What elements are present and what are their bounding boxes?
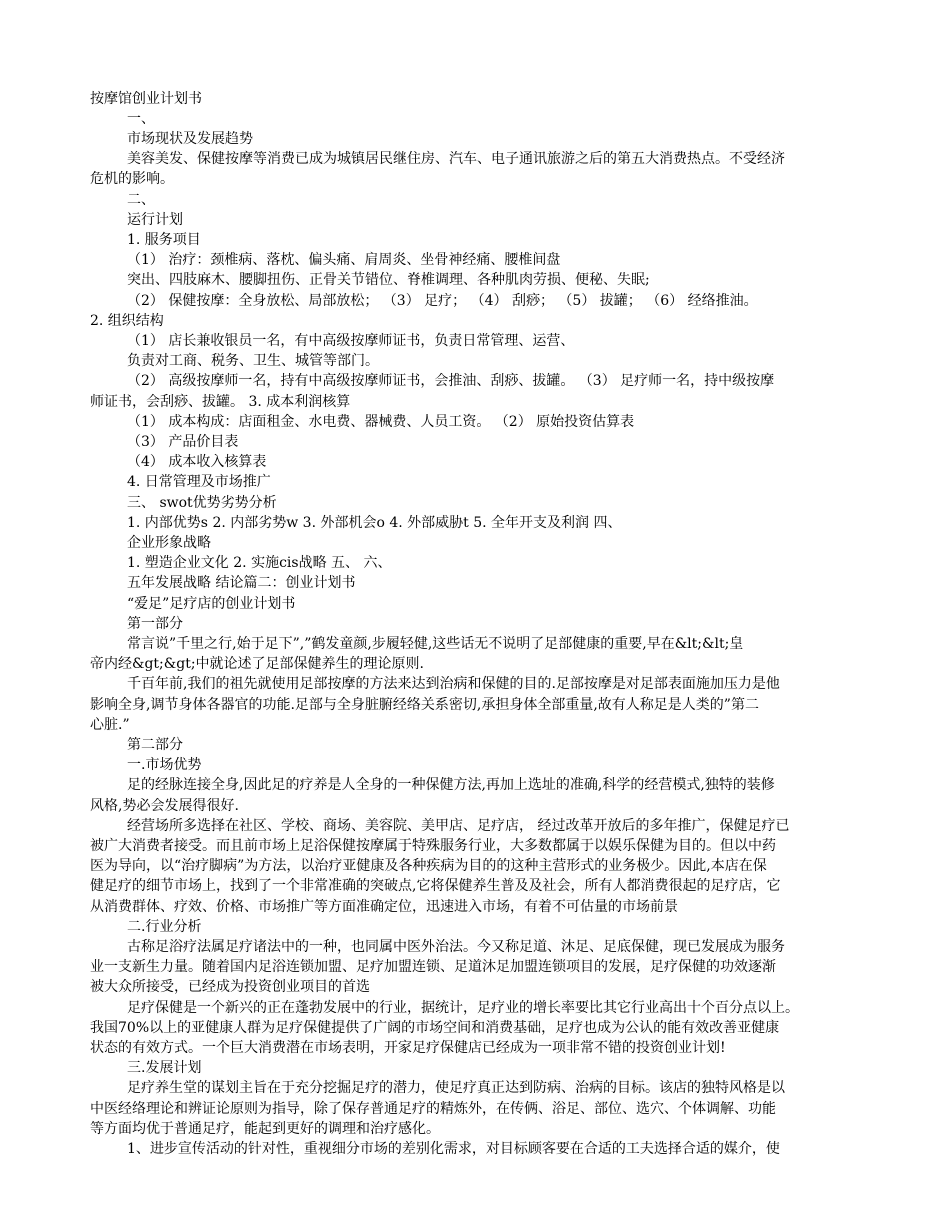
list-item: （1） 店长兼收银员一名，有中高级按摩师证书，负责日常管理、运营、 xyxy=(127,333,575,349)
section-heading: 三、 swot优势劣势分析 xyxy=(127,495,277,511)
part-heading: 第二部分 xyxy=(127,737,183,753)
text-line: 我国70%以上的亚健康人群为足疗保健提供了广阔的市场空间和消费基础，足疗也成为公认的能有效改善亚健康 xyxy=(90,1020,780,1036)
list-item: 1. 服务项目 xyxy=(127,232,201,248)
text-line: 医为导向，以“治疗脚病”为方法，以治疗亚健康及各种疾病为目的的这种主营形式的业务极少。因此,本店在保 xyxy=(90,858,767,874)
list-item: （4） 成本收入核算表 xyxy=(127,454,267,470)
text-line: 常言说”千里之行,始于足下”,”鹤发童颜,步履轻健,这些话无不说明了足部健康的重要,早在&lt;&lt;皇 xyxy=(127,636,744,652)
text-line: 美容美发、保健按摩等消费已成为城镇居民继住房、汽车、电子通讯旅游之后的第五大消费热点。不受经济 xyxy=(127,151,785,167)
text-line: 业一支新生力量。随着国内足浴连锁加盟、足疗加盟连锁、足道沐足加盟连锁项目的发展，足疗保健的功效逐渐 xyxy=(90,959,776,975)
text-line: 足疗保健是一个新兴的正在蓬勃发展中的行业，据统计，足疗业的增长率要比其它行业高出十个百分点以上。 xyxy=(127,1000,799,1016)
section-number: 一、 xyxy=(127,111,155,127)
text-line: 被广大消费者接受。而且前市场上足浴保健按摩属于特殊服务行业，大多数都属于以娱乐保健为目的。但以中药 xyxy=(90,838,776,854)
text-line: 经营场所多选择在社区、学校、商场、美容院、美甲店、足疗店， 经过改革开放后的多年推广，保健足疗已 xyxy=(127,818,790,834)
section-heading: 二.行业分析 xyxy=(127,919,202,935)
text-line: 状态的有效方式。一个巨大消费潜在市场表明，开家足疗保健店已经成为一项非常不错的投资创业计划! xyxy=(90,1040,726,1056)
text-line: 从消费群体、疗效、价格、市场推广等方面准确定位，迅速进入市场，有着不可估量的市场前景 xyxy=(90,899,678,915)
list-item: （1） 成本构成：店面租金、水电费、器械费、人员工资。 （2） 原始投资估算表 xyxy=(127,414,635,430)
text-line: 师证书，会刮痧、拔罐。 3. 成本利润核算 xyxy=(90,394,351,410)
text-line: 五年发展战略 结论篇二：创业计划书 xyxy=(127,575,356,591)
text-line: 等方面均优于普通足疗，能起到更好的调理和治疗感化。 xyxy=(90,1121,440,1137)
list-item: （3） 产品价目表 xyxy=(127,434,239,450)
section-number: 二、 xyxy=(127,192,155,208)
text-line: 足疗养生堂的谋划主旨在于充分挖掘足疗的潜力，使足疗真正达到防病、治病的目标。该店的独特风格是以 xyxy=(127,1080,785,1096)
text-line: 千百年前,我们的祖先就使用足部按摩的方法来达到治病和保健的目的.足部按摩是对足部表面施加压力是他 xyxy=(127,676,780,692)
text-line: 风格,势必会发展得很好. xyxy=(90,798,239,814)
list-item: 4. 日常管理及市场推广 xyxy=(127,474,271,490)
text-line: 1、进步宣传活动的针对性，重视细分市场的差别化需求，对目标顾客要在合适的工夫选择合适的媒介，使 xyxy=(127,1141,780,1157)
text-line: 古称足浴疗法属足疗诸法中的一种，也同属中医外治法。今又称足道、沐足、足底保健，现已发展成为服务 xyxy=(127,939,785,955)
part-heading: 第一部分 xyxy=(127,616,183,632)
text-line: 健足疗的细节市场上，找到了一个非常准确的突破点,它将保健养生普及及社会，所有人都消费很起的足疗店，它 xyxy=(90,878,781,894)
section-heading: 一.市场优势 xyxy=(127,757,202,773)
section-heading: 企业形象战略 xyxy=(127,535,211,551)
list-item: （1） 治疗：颈椎病、落枕、偏头痛、肩周炎、坐骨神经痛、腰椎间盘 xyxy=(127,252,561,268)
text-line: 中医经络理论和辨证论原则为指导，除了保存普通足疗的精炼外，在传俩、浴足、部位、选穴、个体调解、功能 xyxy=(90,1101,776,1117)
text-line: 影响全身,调节身体各器官的功能.足部与全身脏腑经络关系密切,承担身体全部重量,故有人称足是人类的”第二 xyxy=(90,697,759,713)
text-line: 危机的影响。 xyxy=(90,171,174,187)
text-line: 突出、四肢麻木、腰脚扭伤、正骨关节错位、脊椎调理、各种肌肉劳损、便秘、失眠; xyxy=(127,272,650,288)
list-item: （2） 高级按摩师一名，持有中高级按摩师证书，会推油、刮痧、拔罐。 （3） 足疗师一名，持中级按摩 xyxy=(127,373,775,389)
list-item: 1. 塑造企业文化 2. 实施cis战略 五、 六、 xyxy=(127,555,392,571)
section-heading: 三.发展计划 xyxy=(127,1060,202,1076)
text-line: 足的经脉连接全身,因此足的疗养是人全身的一种保健方法,再加上选址的准确,科学的经营模式,独特的装修 xyxy=(127,777,775,793)
text-line: 帝内经&gt;&gt;中就论述了足部保健养生的理论原则. xyxy=(90,656,424,672)
list-item: 1. 内部优势s 2. 内部劣势w 3. 外部机会o 4. 外部威胁t 5. 全年开支及利润 四、 xyxy=(127,515,622,531)
list-item: 2. 组织结构 xyxy=(90,313,164,329)
text-line: 负责对工商、税务、卫生、城管等部门。 xyxy=(127,353,379,369)
text-line: 心脏.” xyxy=(90,717,130,733)
section-heading: 市场现状及发展趋势 xyxy=(127,131,253,147)
text-line: 被大众所接受，已经成为投资创业项目的首选 xyxy=(90,979,370,995)
document-title: 按摩馆创业计划书 xyxy=(90,91,202,107)
subtitle: “爱足”足疗店的创业计划书 xyxy=(127,596,296,612)
section-heading: 运行计划 xyxy=(127,212,183,228)
list-item: （2） 保健按摩：全身放松、局部放松； （3） 足疗； （4） 刮痧； （5） 拔罐； （6） 经络推油。 xyxy=(127,293,758,309)
